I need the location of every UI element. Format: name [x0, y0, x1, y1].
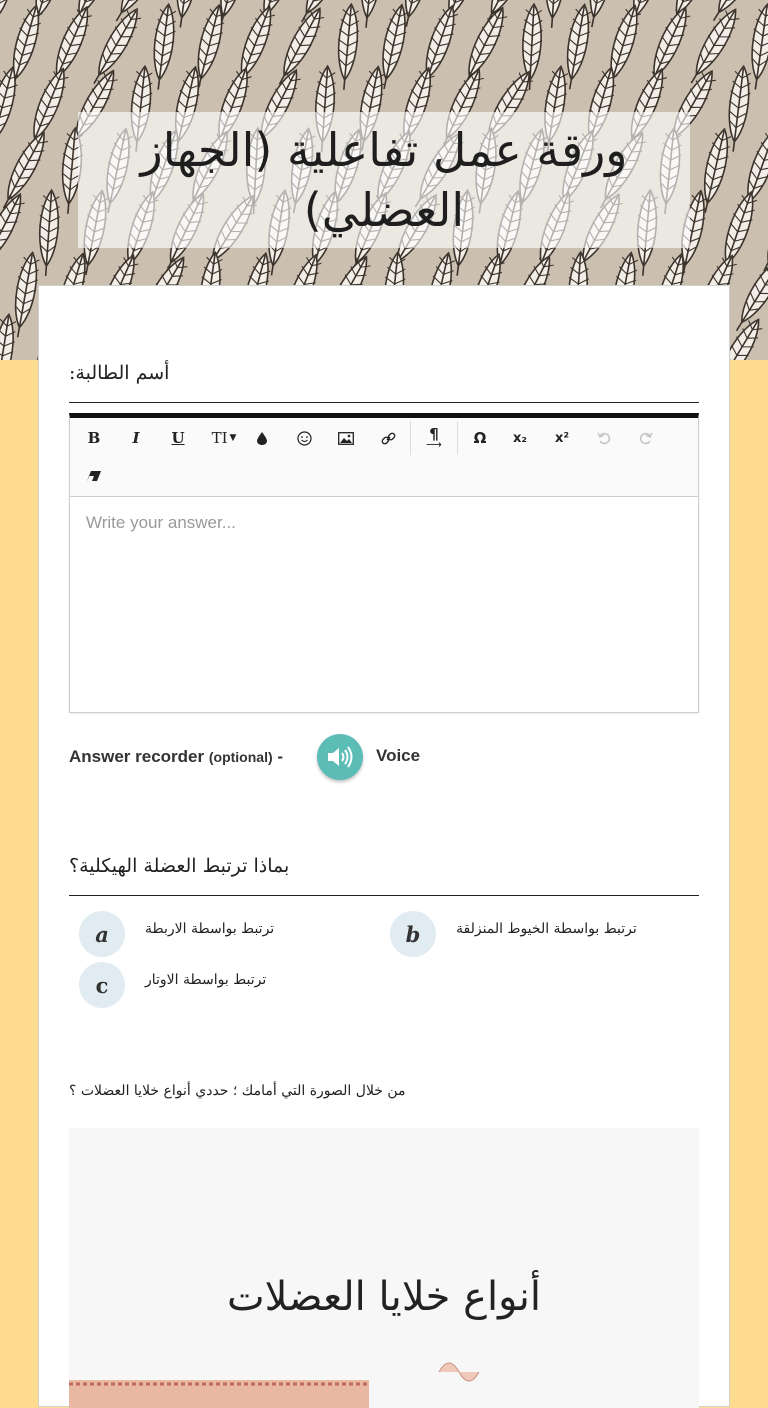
editor-toolbar — [70, 418, 698, 497]
answer-recorder — [69, 733, 699, 781]
choice-c[interactable] — [79, 962, 379, 1008]
superscript-icon: x² — [554, 430, 570, 446]
emoji-button[interactable] — [286, 421, 322, 455]
feather-shape — [0, 127, 3, 214]
underline-button[interactable] — [160, 421, 196, 455]
page-title-box — [78, 112, 690, 248]
feather-shape — [755, 189, 768, 275]
answer-textarea[interactable] — [70, 496, 698, 711]
feather-shape — [44, 3, 96, 90]
text-size-icon: TI — [211, 429, 228, 447]
feather-shape — [334, 3, 361, 90]
feather-shape — [22, 65, 73, 152]
text-color-button[interactable] — [244, 421, 280, 455]
recorder-label-text: Answer recorder — [69, 747, 205, 766]
droplet-icon — [256, 431, 268, 445]
feather-shape — [641, 3, 694, 90]
feather-shape — [0, 128, 53, 213]
superscript-button[interactable] — [544, 421, 580, 455]
image-icon — [338, 432, 354, 445]
worksheet-card — [38, 285, 730, 1407]
italic-icon: I — [132, 429, 140, 447]
subscript-icon: x₂ — [512, 430, 528, 446]
muscle-illustration — [69, 1128, 699, 1408]
special-character-button[interactable] — [462, 421, 498, 455]
question-1-title-text: أسم الطالبة: — [69, 362, 170, 384]
undo-button[interactable] — [586, 421, 622, 455]
voice-record-button[interactable] — [317, 734, 363, 780]
answer-recorder-label — [69, 747, 283, 767]
question-1-title — [69, 362, 699, 403]
italic-button[interactable] — [118, 421, 154, 455]
feather-shape — [745, 3, 768, 91]
choice-a[interactable] — [79, 911, 379, 957]
rich-text-editor — [69, 413, 699, 713]
choice-b[interactable] — [390, 911, 690, 957]
question-2-title-text: بماذا ترتبط العضلة الهيكلية؟ — [69, 855, 290, 877]
page-title: ورقة عمل تفاعلية (الجهاز العضلي) — [140, 123, 628, 237]
feather-shape — [0, 0, 19, 29]
feather-shape — [0, 65, 22, 153]
choice-letter-badge: a — [79, 911, 125, 957]
pilcrow-icon: ¶ — [429, 425, 439, 443]
question-3-title — [69, 1083, 699, 1099]
recorder-optional-text: (optional) — [208, 749, 273, 765]
paragraph-direction-button[interactable] — [416, 421, 452, 455]
insert-link-button[interactable] — [370, 421, 406, 455]
feather-shape — [0, 313, 19, 360]
choice-text: ترتبط بواسطة الخيوط المنزلقة — [456, 921, 637, 937]
link-icon — [381, 431, 396, 446]
arrow-right-icon: ⟶ — [426, 438, 442, 451]
feather-shape — [356, 0, 385, 29]
redo-button[interactable] — [628, 421, 664, 455]
question-3-title-text: من خلال الصورة التي أمامك ؛ حددي أنواع خلايا العضلات ؟ — [69, 1083, 406, 1099]
choice-letter-badge: b — [390, 911, 436, 957]
toolbar-separator — [457, 421, 458, 455]
insert-image-button[interactable] — [328, 421, 364, 455]
choice-text: ترتبط بواسطة الاوتار — [145, 972, 267, 988]
text-size-button[interactable] — [202, 421, 246, 455]
bold-button[interactable] — [76, 421, 112, 455]
subscript-button[interactable] — [502, 421, 538, 455]
undo-icon — [597, 431, 611, 445]
choice-letter-badge: c — [79, 962, 125, 1008]
speaker-icon — [326, 745, 354, 769]
eraser-icon — [86, 470, 102, 482]
feather-shape — [456, 3, 512, 89]
omega-icon: Ω — [473, 429, 487, 447]
caret-down-icon: ▼ — [229, 433, 237, 443]
underline-icon: U — [171, 429, 185, 447]
redo-icon — [639, 431, 653, 445]
feather-shape — [36, 189, 62, 276]
feather-shape — [714, 189, 761, 277]
feather-shape — [271, 4, 329, 89]
feather-shape — [683, 4, 744, 88]
toolbar-separator — [410, 421, 411, 455]
feather-shape — [170, 0, 202, 29]
choice-text: ترتبط بواسطة الاربطة — [145, 921, 275, 937]
feather-shape — [85, 4, 145, 88]
image-title-text: أنواع خلايا العضلات — [226, 1274, 542, 1320]
feather-shape — [148, 3, 178, 91]
bold-icon: B — [87, 429, 101, 447]
clear-formatting-button[interactable] — [76, 459, 112, 493]
answer-placeholder: Write your answer... — [86, 513, 236, 532]
question-2-title — [69, 855, 699, 896]
voice-label: Voice — [376, 746, 421, 765]
muscle-cells-image — [69, 1128, 699, 1408]
feather-shape — [542, 0, 568, 29]
recorder-dash: - — [277, 747, 284, 766]
smiley-icon — [297, 431, 312, 446]
